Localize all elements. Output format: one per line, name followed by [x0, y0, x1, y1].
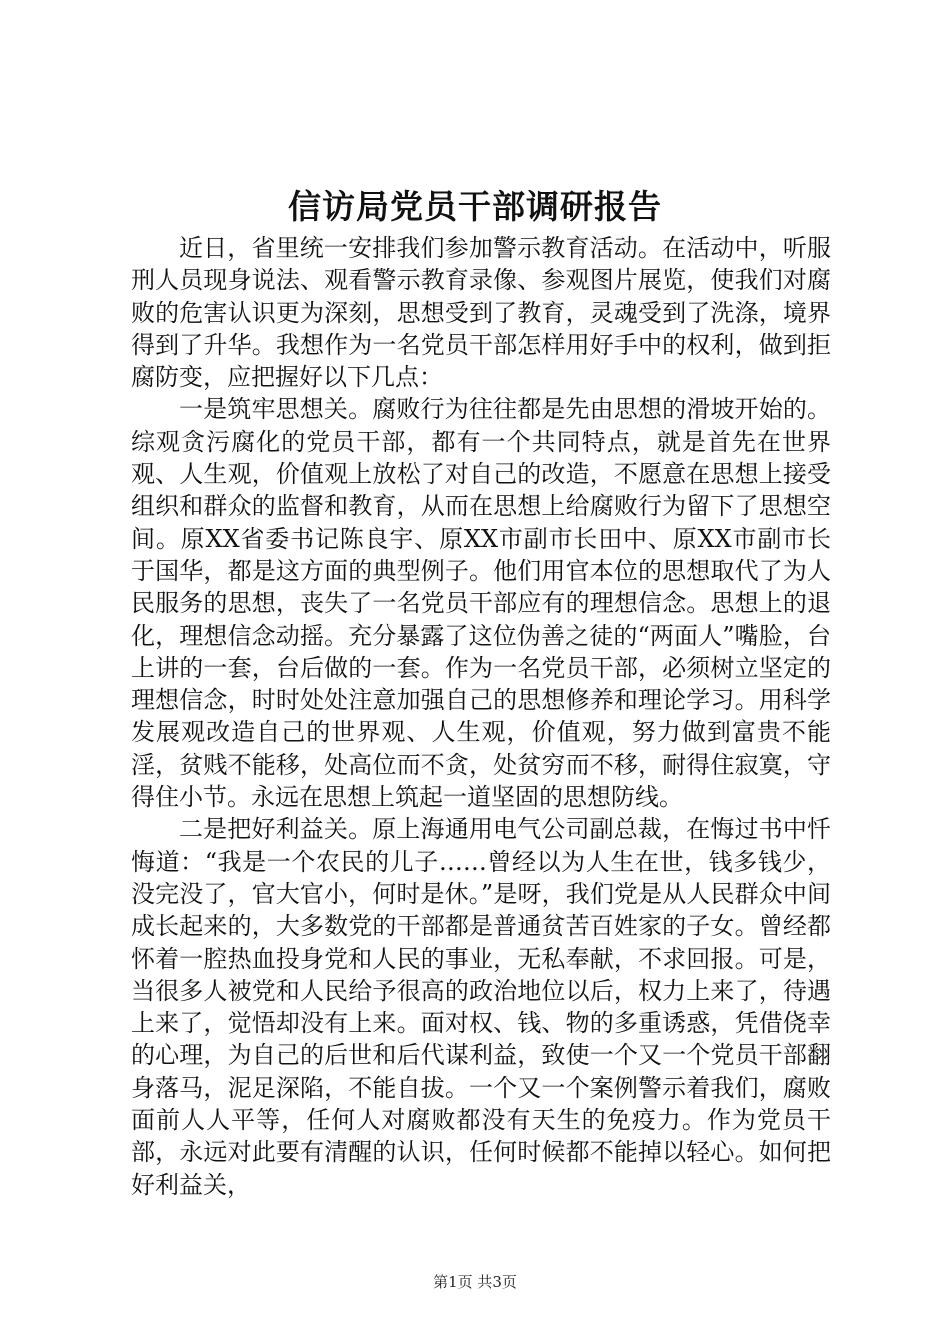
paragraph-point-one: 一是筑牢思想关。腐败行为往往都是先由思想的滑坡开始的。综观贪污腐化的党员干部，都有一个共同特点，就是首先在世界观、人生观，价值观上放松了对自己的改造，不愿意在思想上接受组织和群众的监督和教育，从而在思想上给腐败行为留下了思想空间。原XX省委书记陈良宇、原XX市副市长田中、原XX市副市长于国华，都是这方面的典型例子。他们用官本位的思想取代了为人民服务的思想，丧失了一名党员干部应有的理想信念。思想上的退化，理想信念动摇。充分暴露了这位伪善之徒的“两面人”嘴脸，台上讲的一套，台后做的一套。作为一名党员干部，必须树立坚定的理想信念，时时处处注意加强自己的思想修养和理论学习。用科学发展观改造自己的世界观、人生观，价值观，努力做到富贵不能淫，贫贱不能移，处高位而不贪，处贫穷而不移，耐得住寂寞，守得住小节。永远在思想上筑起一道坚固的思想防线。 [131, 395, 831, 812]
document-title: 信访局党员干部调研报告 [288, 187, 662, 226]
paragraph-intro: 近日，省里统一安排我们参加警示教育活动。在活动中，听服刑人员现身说法、观看警示教育录像、参观图片展览，使我们对腐败的危害认识更为深刻，思想受到了教育，灵魂受到了洗涤，境界得到了升华。我想作为一名党员干部怎样用好手中的权利，做到拒腐防变，应把握好以下几点： [131, 234, 831, 392]
page-number-footer: 第1页 共3页 [433, 1273, 517, 1291]
paragraph-point-two: 二是把好利益关。原上海通用电气公司副总裁，在悔过书中忏悔道：“我是一个农民的儿子……曾经以为人生在世，钱多钱少，没完没了，官大官小，何时是休。”是呀，我们党是从人民群众中间成长起来的，大多数党的干部都是普通贫苦百姓家的子女。曾经都怀着一腔热血投身党和人民的事业，无私奉献，不求回报。可是，当很多人被党和人民给予很高的政治地位以后，权力上来了，待遇上来了，觉悟却没有上来。面对权、钱、物的多重诱惑，凭借侥幸的心理，为自己的后世和后代谋利益，致使一个又一个党员干部翻身落马，泥足深陷，不能自拔。一个又一个案例警示着我们，腐败面前人人平等，任何人对腐败都没有天生的免疫力。作为党员干部，永远对此要有清醒的认识，任何时候都不能掉以轻心。如何把好利益关， [131, 815, 831, 1199]
document-body [131, 232, 831, 1201]
